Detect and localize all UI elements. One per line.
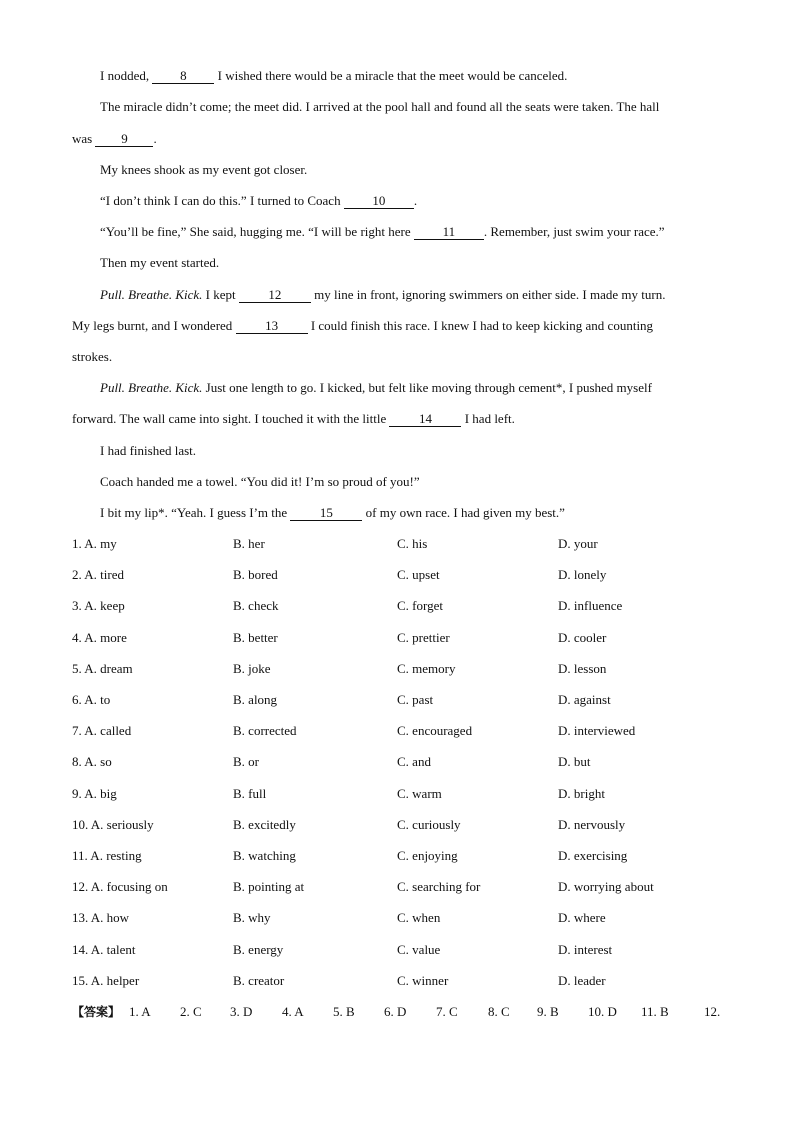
option-14-b: B. energy bbox=[233, 941, 284, 957]
option-12-d: D. worrying about bbox=[558, 879, 654, 895]
blank-9: 9 bbox=[95, 132, 153, 147]
option-5-c: C. memory bbox=[397, 660, 456, 676]
answer-item: 2. C bbox=[180, 1004, 202, 1019]
blank-13: 13 bbox=[236, 319, 308, 334]
option-10-d: D. nervously bbox=[558, 816, 626, 832]
option-12-b: B. pointing at bbox=[233, 879, 305, 895]
option-7-a: 7. A. called bbox=[72, 723, 132, 739]
answer-item: 9. B bbox=[537, 1004, 559, 1019]
passage-line-15: I bit my lip*. “Yeah. I guess I’m the 15 of my own race. I had given my best.” bbox=[100, 505, 565, 520]
answer-item: 8. C bbox=[488, 1004, 510, 1019]
answer-item: 12. bbox=[704, 1004, 721, 1019]
passage-line-7: Then my event started. bbox=[100, 255, 220, 270]
passage-line-10: strokes. bbox=[72, 349, 113, 364]
blank-15: 15 bbox=[290, 506, 362, 521]
passage-line-2: The miracle didn’t come; the meet did. I arrived at the pool hall and found all the seats were taken. The hall bbox=[100, 99, 660, 114]
option-5-d: D. lesson bbox=[558, 660, 607, 676]
passage-line-1: I nodded, 8 I wished there would be a miracle that the meet would be canceled. bbox=[100, 68, 568, 83]
option-3-a: 3. A. keep bbox=[72, 598, 125, 614]
answer-line bbox=[72, 1004, 721, 1020]
option-1-a: 1. A. my bbox=[72, 536, 117, 551]
passage-line-4: My knees shook as my event got closer. bbox=[100, 162, 308, 177]
option-6-d: D. against bbox=[558, 692, 611, 707]
option-8-d: D. but bbox=[558, 754, 591, 770]
option-13-c: C. when bbox=[397, 910, 441, 926]
option-8-b: B. or bbox=[233, 754, 259, 770]
option-13-d: D. where bbox=[558, 910, 606, 926]
option-13-b: B. why bbox=[233, 910, 271, 926]
option-2-b: B. bored bbox=[233, 567, 278, 583]
option-11-a: 11. A. resting bbox=[72, 848, 142, 863]
option-12-c: C. searching for bbox=[397, 879, 481, 895]
option-3-b: B. check bbox=[233, 598, 279, 614]
option-14-a: 14. A. talent bbox=[72, 941, 136, 957]
option-14-d: D. interest bbox=[558, 941, 613, 957]
answer-item: 11. B bbox=[641, 1004, 669, 1019]
passage-line-14: Coach handed me a towel. “You did it! I’m so proud of you!” bbox=[100, 474, 420, 489]
option-15-d: D. leader bbox=[558, 972, 606, 988]
passage-line-11: Pull. Breathe. Kick. Just one length to go. I kicked, but felt like moving through cement*, I pushed myself bbox=[100, 380, 652, 395]
option-11-d: D. exercising bbox=[558, 848, 628, 863]
option-15-b: B. creator bbox=[233, 972, 285, 988]
option-1-d: D. your bbox=[558, 536, 598, 551]
option-5-a: 5. A. dream bbox=[72, 660, 133, 676]
option-14-c: C. value bbox=[397, 941, 441, 957]
option-2-c: C. upset bbox=[397, 567, 440, 583]
passage-line-6: “You’ll be fine,” She said, hugging me. “I will be right here 11 . Remember, just swim your race.” bbox=[100, 224, 665, 239]
option-9-b: B. full bbox=[233, 785, 267, 801]
option-4-d: D. cooler bbox=[558, 629, 607, 645]
blank-10: 10 bbox=[344, 194, 414, 209]
blank-11: 11 bbox=[414, 225, 484, 240]
option-4-a: 4. A. more bbox=[72, 629, 127, 645]
answer-item: 1. A bbox=[129, 1004, 151, 1019]
answer-tag: 【答案】 bbox=[72, 1005, 121, 1019]
option-4-b: B. better bbox=[233, 629, 278, 645]
option-1-c: C. his bbox=[397, 536, 428, 551]
option-9-a: 9. A. big bbox=[72, 785, 117, 801]
option-8-a: 8. A. so bbox=[72, 754, 112, 770]
option-11-c: C. enjoying bbox=[397, 848, 458, 863]
option-15-a: 15. A. helper bbox=[72, 972, 140, 988]
answer-item: 4. A bbox=[282, 1004, 304, 1019]
passage-line-8: Pull. Breathe. Kick. I kept 12 my line in front, ignoring swimmers on either side. I made my turn. bbox=[100, 287, 666, 302]
option-1-b: B. her bbox=[233, 536, 265, 551]
option-5-b: B. joke bbox=[233, 660, 271, 676]
option-6-a: 6. A. to bbox=[72, 692, 111, 707]
option-10-a: 10. A. seriously bbox=[72, 816, 154, 832]
option-3-c: C. forget bbox=[397, 598, 443, 614]
answer-item: 7. C bbox=[436, 1004, 458, 1019]
option-2-d: D. lonely bbox=[558, 567, 607, 583]
blank-12: 12 bbox=[239, 288, 311, 303]
option-2-a: 2. A. tired bbox=[72, 567, 124, 583]
option-7-b: B. corrected bbox=[233, 723, 297, 739]
option-11-b: B. watching bbox=[233, 848, 296, 863]
option-9-d: D. bright bbox=[558, 785, 605, 801]
option-7-d: D. interviewed bbox=[558, 723, 636, 739]
option-3-d: D. influence bbox=[558, 598, 623, 614]
passage-line-3: was 9 . bbox=[72, 131, 157, 146]
option-4-c: C. prettier bbox=[397, 629, 450, 645]
passage-line-5: “I don’t think I can do this.” I turned to Coach 10 . bbox=[100, 193, 418, 208]
passage-line-9: My legs burnt, and I wondered 13 I could finish this race. I knew I had to keep kicking and counting bbox=[72, 318, 654, 333]
answer-item: 6. D bbox=[384, 1004, 407, 1019]
option-7-c: C. encouraged bbox=[397, 723, 473, 739]
option-6-c: C. past bbox=[397, 692, 434, 707]
passage-line-12: forward. The wall came into sight. I touched it with the little 14 I had left. bbox=[72, 411, 515, 426]
blank-8: 8 bbox=[152, 69, 214, 84]
option-13-a: 13. A. how bbox=[72, 910, 130, 926]
option-10-c: C. curiously bbox=[397, 816, 461, 832]
option-12-a: 12. A. focusing on bbox=[72, 879, 168, 895]
option-6-b: B. along bbox=[233, 692, 278, 707]
answer-item: 10. D bbox=[588, 1004, 617, 1019]
option-8-c: C. and bbox=[397, 754, 431, 770]
blank-14: 14 bbox=[389, 412, 461, 427]
answer-item: 3. D bbox=[230, 1004, 253, 1019]
option-9-c: C. warm bbox=[397, 785, 442, 801]
option-10-b: B. excitedly bbox=[233, 816, 296, 832]
passage-line-13: I had finished last. bbox=[100, 443, 197, 458]
answer-item: 5. B bbox=[333, 1004, 355, 1019]
option-15-c: C. winner bbox=[397, 972, 449, 988]
